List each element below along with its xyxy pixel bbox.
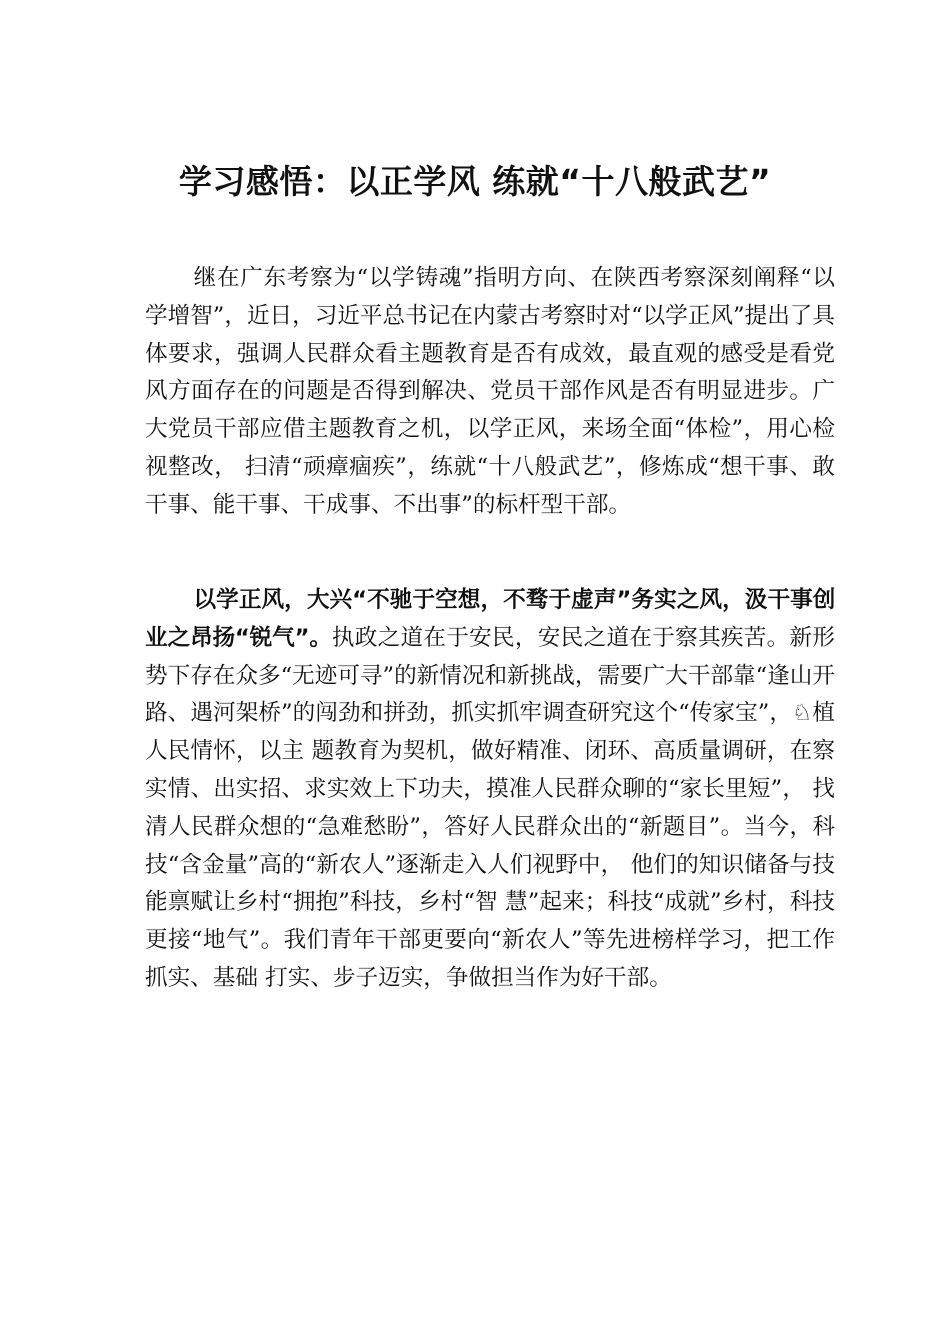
paragraph-2 [145,582,835,998]
document-title: 学习感悟：以正学风 练就“十八般武艺” [178,162,772,201]
paragraph-2-lead: 以学正风，大兴“不驰于空想，不骛于虚声”务实之风，汲干事创业之昂扬“锐气”。 [145,587,835,651]
paragraph-2-text: 执政之道在于安民，安民之道在于察其疾苦。新形势下存在众多“无迹可寻”的新情况和新挑战，需要广大干部靠“逢山开路、遇河架桥”的闯劲和拼劲，抓实抓牢调查研究这个“传家宝”，♘植人民情怀，以主 题教育为契机，做好精准、闭环、高质量调研，在察实情、出实招、求实效上下功夫，摸准人民群众聊的“家长里短”， 找清人民群众想的“急难愁盼”，答好人民群众出的“新题目”。当今，科技“含金量”高的“新农人”逐渐走入人们视野中， 他们的知识储备与技能禀赋让乡村“拥抱”科技，乡村“智 慧”起来；科技“成就”乡村，科技更接“地气”。我们青年干部更要向“新农人”等先进榜样学习，把工作抓实、基础 打实、步子迈实，争做担当作为好干部。 [145,624,835,991]
paragraph-1-text: 继在广东考察为“以学铸魂”指明方向、在陕西考察深刻阐释“以学增智”，近日，习近平总书记在内蒙古考察时对“以学正风”提出了具体要求，强调人民群众看主题教育是否有成效，最直观的感受是看党风方面存在的问题是否得到解决、党员干部作风是否有明显进步。广大党员干部应借主题教育之机，以学正风，来场全面“体检”，用心检视整改， 扫清“顽瘴痼疾”，练就“十八般武艺”，修炼成“想干事、敢干事、能干事、干成事、不出事”的标杆型干部。 [145,265,835,518]
paragraph-1 [145,260,835,525]
